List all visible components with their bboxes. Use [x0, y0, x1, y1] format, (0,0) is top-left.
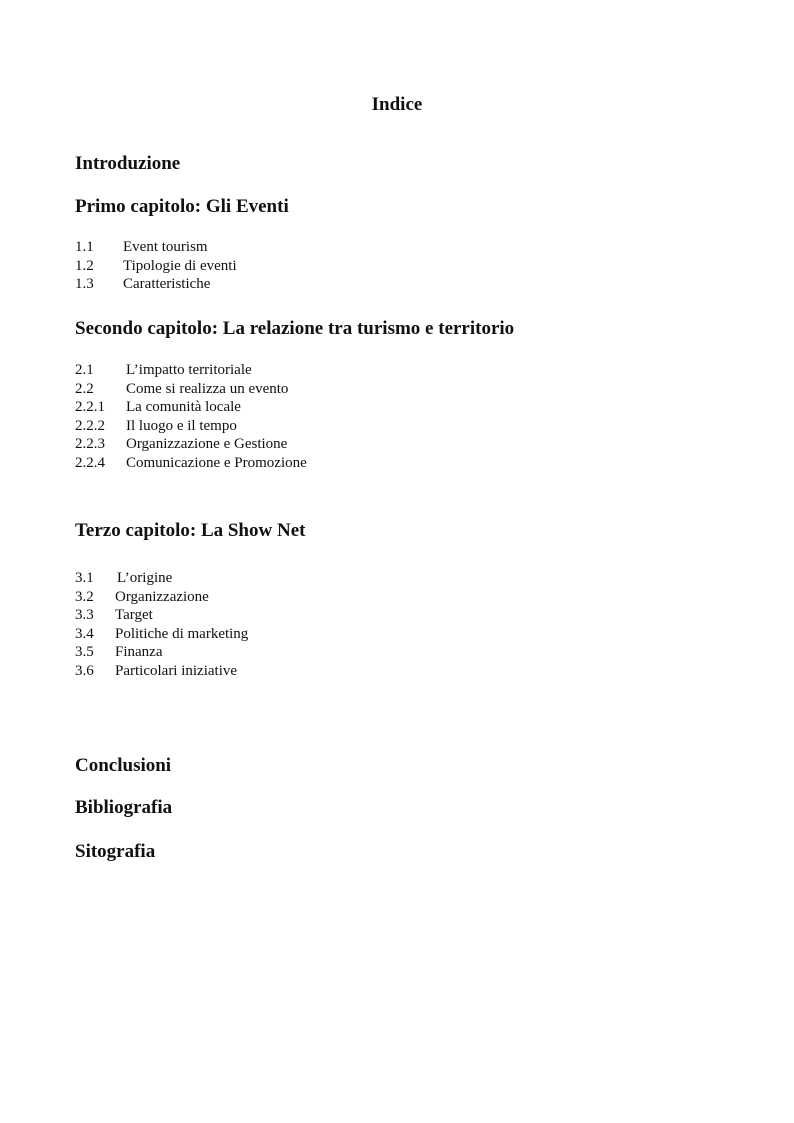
item-number: 3.4	[75, 625, 94, 642]
chapter3-list	[75, 569, 248, 680]
item-label: Target	[115, 607, 153, 623]
chapter1-heading: Primo capitolo: Gli Eventi	[75, 196, 289, 217]
item-number: 1.3	[75, 276, 94, 292]
item-label: Tipologie di eventi	[123, 257, 237, 274]
item-label: Come si realizza un evento	[126, 380, 289, 397]
item-number: 3.3	[75, 607, 94, 623]
item-number: 2.2.1	[75, 399, 105, 415]
item-label: Organizzazione e Gestione	[126, 436, 288, 452]
item-label: L’origine	[117, 570, 173, 586]
list-item	[75, 275, 237, 294]
list-item	[75, 380, 307, 399]
item-label: Caratteristiche	[123, 276, 211, 292]
item-number: 2.2	[75, 380, 94, 397]
heading-bibliografia: Bibliografia	[75, 797, 173, 818]
heading-sitografia: Sitografia	[75, 841, 156, 862]
item-label: L’impatto territoriale	[126, 362, 252, 378]
heading-conclusioni: Conclusioni	[75, 755, 172, 776]
list-item	[75, 417, 307, 436]
item-label: La comunità locale	[126, 399, 241, 415]
list-item	[75, 435, 307, 454]
item-label: Particolari iniziative	[115, 662, 238, 679]
list-item	[75, 588, 248, 607]
list-item	[75, 361, 307, 380]
item-label: Il luogo e il tempo	[126, 417, 237, 434]
item-label: Comunicazione e Promozione	[126, 454, 307, 471]
heading-introduzione: Introduzione	[75, 153, 181, 174]
chapter1-list	[75, 238, 237, 294]
list-item	[75, 238, 237, 257]
item-label: Politiche di marketing	[115, 625, 249, 642]
chapter2-heading: Secondo capitolo: La relazione tra turismo e territorio	[75, 318, 515, 339]
item-number: 3.2	[75, 588, 94, 605]
item-number: 2.2.4	[75, 454, 105, 471]
item-number: 3.1	[75, 570, 94, 586]
list-item	[75, 454, 307, 473]
list-item	[75, 625, 248, 644]
item-label: Event tourism	[123, 239, 208, 255]
item-number: 3.5	[75, 644, 94, 660]
list-item	[75, 569, 248, 588]
item-label: Organizzazione	[115, 588, 209, 605]
chapter2-list	[75, 361, 307, 472]
item-number: 2.2.3	[75, 436, 105, 452]
item-number: 3.6	[75, 662, 94, 679]
list-item	[75, 662, 248, 681]
list-item	[75, 257, 237, 276]
item-number: 1.1	[75, 239, 94, 255]
item-number: 2.2.2	[75, 417, 105, 434]
item-number: 2.1	[75, 362, 94, 378]
list-item	[75, 398, 307, 417]
item-number: 1.2	[75, 257, 94, 274]
chapter3-heading: Terzo capitolo: La Show Net	[75, 520, 306, 541]
page-title: Indice	[371, 94, 423, 115]
item-label: Finanza	[115, 644, 163, 660]
list-item	[75, 643, 248, 662]
list-item	[75, 606, 248, 625]
